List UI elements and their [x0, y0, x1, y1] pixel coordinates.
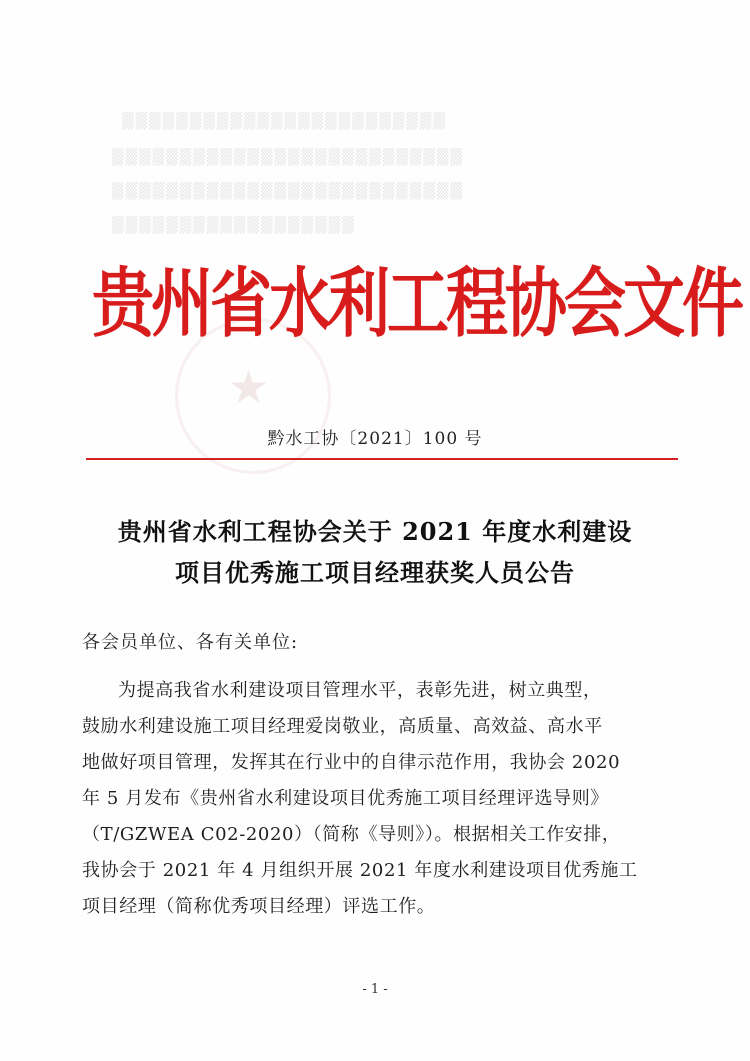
- body-line: 我协会于 2021 年 4 月组织开展 2021 年度水利建设项目优秀施工: [82, 860, 638, 881]
- bleed-through-mark: ▒▒▒▒▒▒▒▒▒▒▒▒▒▒▒▒▒▒▒▒▒▒▒▒: [120, 112, 445, 130]
- document-number: 黔水工协〔2021〕100 号: [267, 429, 483, 449]
- document-title-line-1: 贵州省水利工程协会关于 2021 年度水利建设: [117, 517, 633, 546]
- body-line: 鼓励水利建设施工项目经理爱岗敬业，高质量、高效益、高水平: [82, 716, 603, 737]
- body-line: 为提高我省水利建设项目管理水平，表彰先进，树立典型，: [118, 680, 602, 701]
- body-line: （T/GZWEA C02-2020）（简称《导则》）。根据相关工作安排，: [82, 824, 621, 845]
- bleed-through-mark: ▒▒▒▒▒▒▒▒▒▒▒▒▒▒▒▒▒▒▒▒▒▒▒▒▒▒: [110, 182, 462, 200]
- bleed-through-mark: ▒▒▒▒▒▒▒▒▒▒▒▒▒▒▒▒▒▒▒▒▒▒▒▒▒▒: [110, 148, 462, 166]
- masthead-title: 贵州省水利工程协会文件: [92, 258, 742, 348]
- body-line: 项目经理（简称优秀项目经理）评选工作。: [82, 896, 436, 917]
- body-line: 年 5 月发布《贵州省水利建设项目优秀施工项目经理评选导则》: [82, 788, 609, 809]
- document-title-line-2: 项目优秀施工项目经理获奖人员公告: [175, 558, 575, 587]
- page-number: - 1 -: [362, 982, 388, 997]
- bleed-through-mark: ▒▒▒▒▒▒▒▒▒▒▒▒▒▒▒▒▒▒: [110, 216, 354, 234]
- bleed-through-seal-star-icon: ★: [228, 360, 270, 414]
- salutation: 各会员单位、各有关单位:: [82, 632, 299, 653]
- body-line: 地做好项目管理，发挥其在行业中的自律示范作用，我协会 2020: [82, 752, 621, 773]
- red-divider-rule: [86, 458, 678, 460]
